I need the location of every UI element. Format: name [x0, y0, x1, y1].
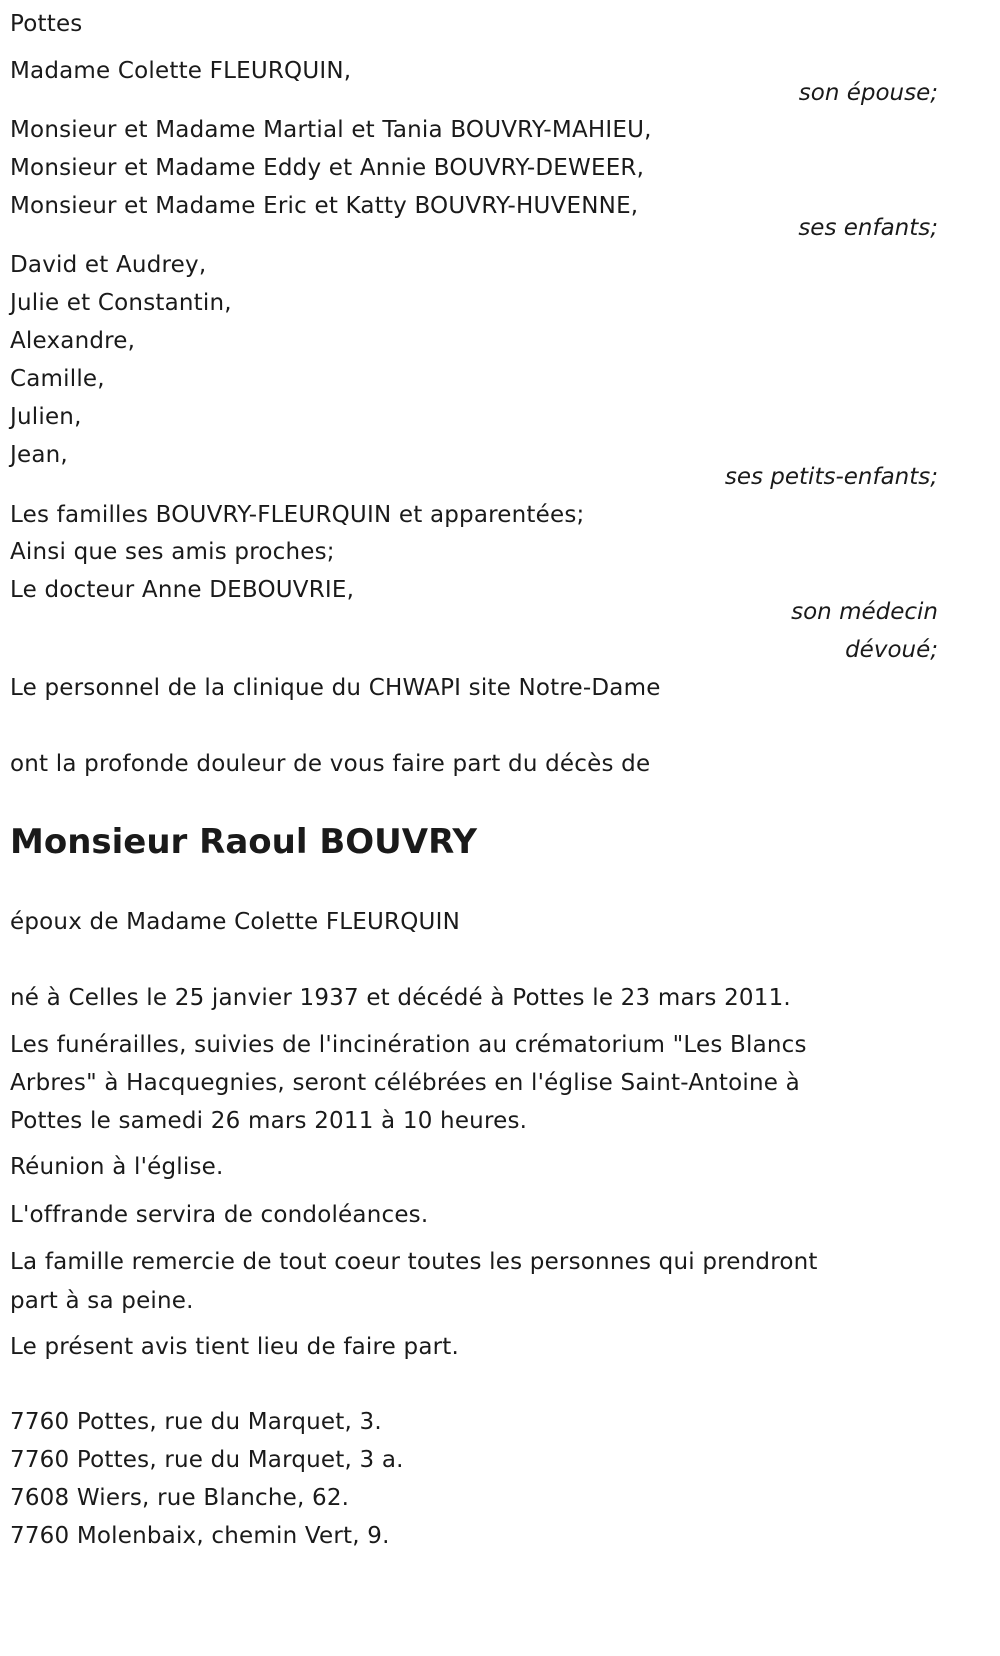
doctor-relation: dévoué;: [845, 637, 938, 663]
address: 7608 Wiers, rue Blanche, 62.: [10, 1485, 350, 1511]
other-mourner: Le docteur Anne DEBOUVRIE,: [10, 577, 355, 603]
child: Monsieur et Madame Eric et Katty BOUVRY-HUVENNE,: [10, 193, 639, 219]
spouse-relation: son épouse;: [798, 80, 938, 106]
grandchild: Julien,: [10, 404, 82, 430]
doctor-relation: son médecin: [791, 599, 938, 625]
address: 7760 Pottes, rue du Marquet, 3.: [10, 1409, 382, 1435]
grandchildren-relation: ses petits-enfants;: [724, 464, 938, 490]
funeral-line: Pottes le samedi 26 mars 2011 à 10 heures.: [10, 1108, 528, 1134]
announcement: ont la profonde douleur de vous faire part du décès de: [10, 751, 651, 777]
child: Monsieur et Madame Eddy et Annie BOUVRY-DEWEER,: [10, 155, 645, 181]
spouse-name: Madame Colette FLEURQUIN,: [10, 58, 352, 84]
funeral-line: Arbres" à Hacquegnies, seront célébrées en l'église Saint-Antoine à: [10, 1070, 800, 1096]
thanks-line: La famille remercie de tout coeur toutes les personnes qui prendront: [10, 1249, 818, 1275]
other-mourner: Les familles BOUVRY-FLEURQUIN et apparentées;: [10, 502, 585, 528]
funeral-line: Les funérailles, suivies de l'incinération au crématorium "Les Blancs: [10, 1032, 807, 1058]
children-relation: ses enfants;: [798, 215, 938, 241]
place: Pottes: [10, 11, 83, 37]
address: 7760 Pottes, rue du Marquet, 3 a.: [10, 1447, 404, 1473]
child: Monsieur et Madame Martial et Tania BOUVRY-MAHIEU,: [10, 117, 652, 143]
grandchild: Jean,: [10, 442, 68, 468]
staff: Le personnel de la clinique du CHWAPI site Notre-Dame: [10, 675, 661, 701]
spouse-of: époux de Madame Colette FLEURQUIN: [10, 909, 460, 935]
deceased-name: Monsieur Raoul BOUVRY: [10, 822, 478, 862]
thanks-line: part à sa peine.: [10, 1288, 194, 1314]
offering: L'offrande servira de condoléances.: [10, 1202, 429, 1228]
birth-death: né à Celles le 25 janvier 1937 et décédé à Pottes le 23 mars 2011.: [10, 985, 791, 1011]
other-mourner: Ainsi que ses amis proches;: [10, 539, 335, 565]
notice: Le présent avis tient lieu de faire part.: [10, 1334, 460, 1360]
meeting: Réunion à l'église.: [10, 1154, 224, 1180]
address: 7760 Molenbaix, chemin Vert, 9.: [10, 1523, 390, 1549]
grandchild: Julie et Constantin,: [10, 290, 232, 316]
grandchild: Camille,: [10, 366, 105, 392]
grandchild: Alexandre,: [10, 328, 136, 354]
grandchild: David et Audrey,: [10, 252, 207, 278]
